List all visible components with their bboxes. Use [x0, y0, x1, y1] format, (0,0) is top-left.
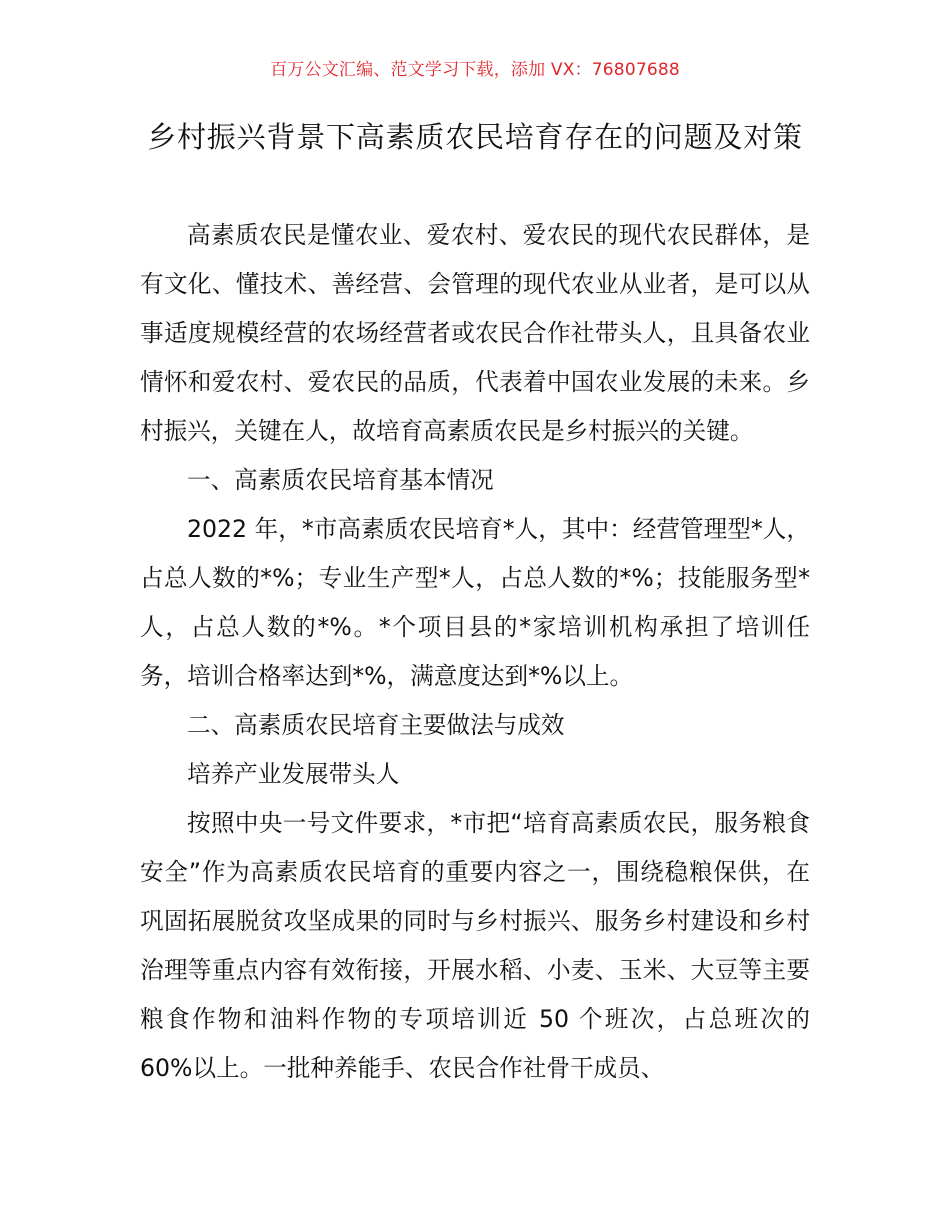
- subsection-heading-1: 培养产业发展带头人: [187, 760, 400, 788]
- paragraph-basic-situation: 2022 年，*市高素质农民培育*人，其中：经营管理型*人，占总人数的*%；专业生产型*人，占总人数的*%；技能服务型*人，占总人数的*%。*个项目县的*家培训机构承担了培训任务，培训合格率达到*%，满意度达到*%以上。: [140, 515, 810, 690]
- document-body: [140, 211, 810, 1093]
- watermark-header: 百万公文汇编、范文学习下载，添加 VX：76807688: [270, 60, 680, 80]
- paragraph-intro: 高素质农民是懂农业、爱农村、爱农民的现代农民群体，是有文化、懂技术、善经营、会管理的现代农业从业者，是可以从事适度规模经营的农场经营者或农民合作社带头人，且具备农业情怀和爱农村、爱农民的品质，代表着中国农业发展的未来。乡村振兴，关键在人，故培育高素质农民是乡村振兴的关键。: [140, 221, 810, 445]
- paragraph-practices: 按照中央一号文件要求，*市把“培育高素质农民，服务粮食安全”作为高素质农民培育的重要内容之一，围绕稳粮保供，在巩固拓展脱贫攻坚成果的同时与乡村振兴、服务乡村建设和乡村治理等重点内容有效衔接，开展水稻、小麦、玉米、大豆等主要粮食作物和油料作物的专项培训近 50 个班次，占总班次的 60%以上。一批种养能手、农民合作社骨干成员、: [140, 809, 810, 1082]
- section-heading-1: 一、高素质农民培育基本情况: [187, 466, 494, 494]
- document-title: 乡村振兴背景下高素质农民培育存在的问题及对策: [147, 120, 803, 154]
- section-heading-2: 二、高素质农民培育主要做法与成效: [187, 711, 565, 739]
